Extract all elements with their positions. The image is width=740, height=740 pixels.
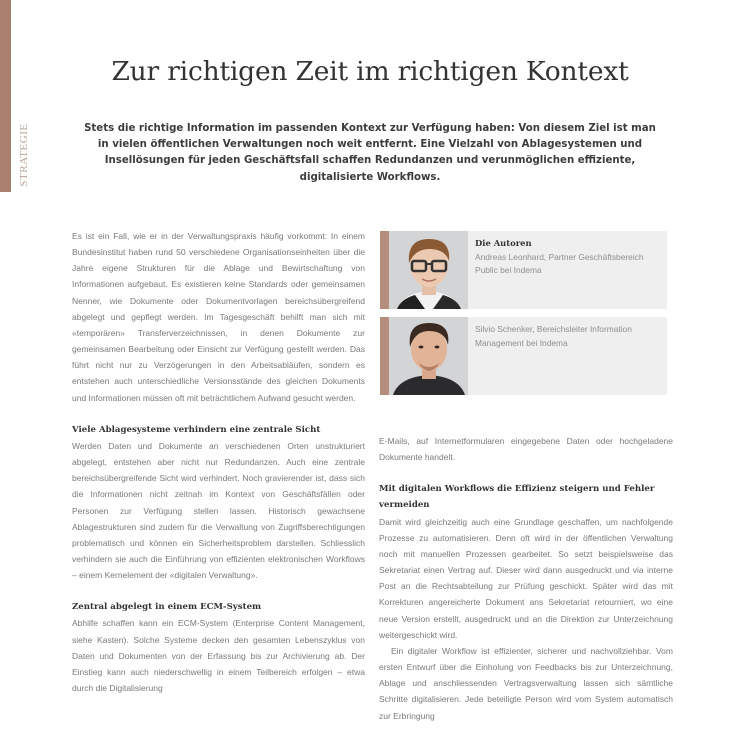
author-name-role: Andreas Leonhard, Partner Geschäftsbereich Public bei Indema: [475, 251, 644, 276]
continuation-paragraph: E-Mails, auf Internetformularen eingegebene Daten oder hochgeladene Dokumente handelt.: [379, 436, 673, 463]
subheading-ablagesysteme: Viele Ablagesysteme verhindern eine zentrale Sicht: [72, 424, 321, 435]
author-text: [475, 237, 661, 278]
subheading-ecm-system: Zentral abgelegt in einem ECM-System: [72, 602, 262, 613]
author-card-stripe: [380, 317, 389, 395]
subheading-digitale-workflows: Mit digitalen Workflows die Effizienz steigern und Fehler vermeiden: [379, 484, 655, 511]
author-text: [475, 323, 661, 350]
section-label-text: STRATEGIE: [18, 123, 30, 187]
section-label: [10, 118, 38, 192]
author-card: [380, 317, 667, 395]
author-card: [380, 231, 667, 309]
authors-box: [380, 231, 667, 403]
article-lead: Stets die richtige Information im passenden Kontext zur Verfügung haben: Von diesem Ziel ist man in vielen öffentlichen Verwaltungen noch weit entfernt. Eine Vielzahl von Ablagesystemen und Insellösungen für jeden Geschäftsfall schaffen Redundanzen und verunmöglichen effiziente, digitalisierte Workflows.: [84, 123, 656, 183]
paragraph-digitale-workflows: Damit wird gleichzeitig auch eine Grundlage geschaffen, um nachfolgende Prozesse zu automatisieren. Denn oft wird in der öffentlichen Verwaltung noch mit manuellen Prozessen gearbeitet. So setzt beispielsweise das Sekretariat einen Vertrag auf. Dieser wird dann ausgedruckt und via interne Post an die Rechtsabteilung zur Prüfung geschickt. Später wird das mit Korrekturen angereicherte Dokument ans Sekretariat retourniert, wo eine neue Version erstellt, ausgedruckt und an die Direktion zur Unterzeichnung weitergeschickt wird.: [379, 516, 673, 640]
paragraph-ablagesysteme: Werden Daten und Dokumente an verschiedenen Orten unstrukturiert abgelegt, entstehen aber nicht nur Redundanzen. Auch eine zentrale bereichsübergreifende Sicht wird verhindert. Noch gravierender ist, dass sich die Informationen nicht zeitnah im Kontext von Geschäftsfällen oder Personen zur Verfügung stellen lassen. Historisch gewachsene Ablagestrukturen sind zudem für die Verwaltung von Zugriffsberechtigungen problematisch und können ein Sicherheitsproblem darstellen. Schliesslich verhindern sie auch die Einführung von effizienten elektronischen Workflows – einem Kernelement der «digitalen Verwaltung».: [72, 440, 365, 581]
author-name-role: Silvio Schenker, Bereichsleiter Information Management bei Indema: [475, 324, 632, 348]
article-title: Zur richtigen Zeit im richtigen Kontext: [111, 56, 629, 87]
author-photo-silvio-schenker: [389, 317, 468, 395]
right-column: [379, 433, 673, 724]
left-column: [72, 228, 365, 696]
author-card-stripe: [380, 231, 389, 309]
paragraph-ecm-system: Abhilfe schaffen kann ein ECM-System (Enterprise Content Management, siehe Kasten). Solche Systeme decken den gesamten Lebenszyklus von Daten und Dokumenten von der Erfassung bis zur Archivierung ab. Der Einstieg kann auch niederschwellig in einem Teilbereich erfolgen – etwa durch die Digitalisierung: [72, 618, 365, 694]
authors-heading: Die Autoren: [475, 238, 532, 248]
paragraph-digitaler-workflow: Ein digitaler Workflow ist effizienter, sicherer und nachvollziehbar. Vom ersten Entwurf über die Einholung von Feedbacks bis zur Unterzeichnung, Ablage und anschliessenden Vertragsverwaltung lassen sich sämtliche Schritte digitalisieren. Jede beteiligte Person wird vom System automatisch zur Erbringung: [379, 645, 673, 721]
intro-paragraph: Es ist ein Fall, wie er in der Verwaltungspraxis häufig vorkommt: In einem Bundesinstitut haben rund 50 verschiedene Organisationseinheiten über die Jahre eigene Strukturen für die Ablage und Bewirtschaftung von Informationen aufgebaut. Es existieren keine Standards oder gemeinsamen Nenner, wie Dokumente oder Dokumentvorlagen bereichsübergreifend abgelegt und gepflegt werden. Im Tagesgeschäft behilft man sich mit «temporären» Transferverzeichnissen, in denen Dokumente zur gemeinsamen Bearbeitung oder Einsicht zur Verfügung gestellt werden. Das führt nicht nur zu Verzögerungen in den Arbeitsabläufen, sondern es entstehen auch unterschiedliche Versionsstände des gleichen Dokuments und Informationen müssen oft mit beträchtlichem Aufwand gesucht werden.: [72, 231, 365, 403]
author-photo-andreas-leonhard: [389, 231, 468, 309]
